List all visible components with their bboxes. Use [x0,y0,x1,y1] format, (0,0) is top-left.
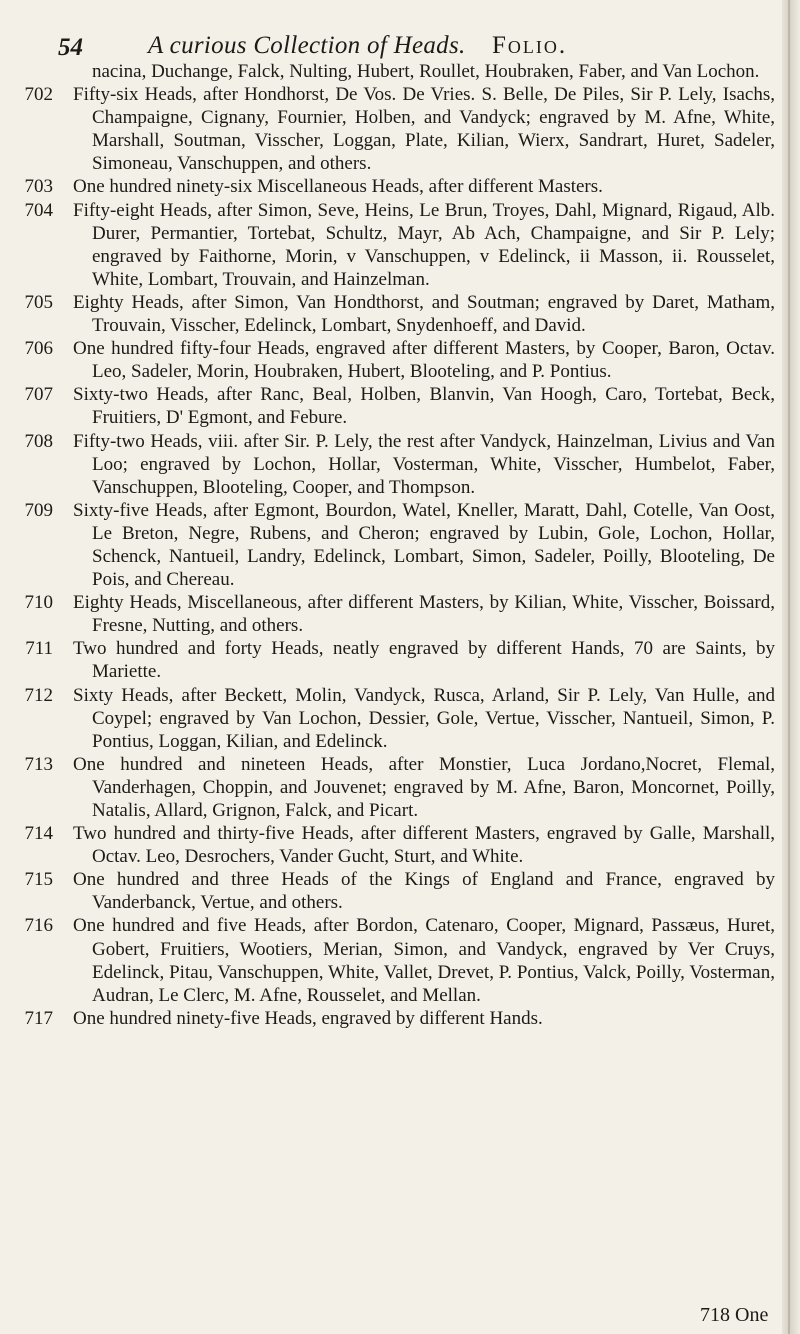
lot-number: 704 [24,199,53,221]
lot-number: 706 [24,338,53,360]
page-number: 54 [58,34,83,61]
lot-number: 716 [24,915,53,937]
catalogue-entry [24,914,775,1006]
catalogue-entry [24,684,775,753]
entry-text: Two hundred and thirty-five Heads, after different Masters, engraved by Galle, Marshall, Octav. Leo, Desrochers, Vander Gucht, Sturt, and White. [73,823,775,868]
lot-number: 717 [24,1007,53,1029]
catalogue-entry [24,430,775,499]
entry-text: One hundred and nineteen Heads, after Monstier, Luca Jordano,Nocret, Flemal, Vanderhagen, Choppin, and Jouvenet; engraved by M. Afne, Baron, Moncornet, Poilly, Natalis, Allard, Grignon, Falck, and Picart. [73,753,775,821]
entry-text: One hundred and three Heads of the Kings of England and France, engraved by Vanderbanck, Vertue, and others. [73,869,775,914]
entry-text: One hundred ninety-five Heads, engraved by different Hands. [73,1007,543,1029]
catalogue-entries [24,60,775,1030]
lot-number: 702 [24,84,53,106]
running-title: A curious Collection of Heads. [148,32,466,59]
catalogue-entry [24,499,775,591]
catalogue-entry [24,175,775,198]
catalogue-entry [24,199,775,291]
entry-text: One hundred ninety-six Miscellaneous Heads, after different Masters. [73,176,603,198]
lot-number: 708 [24,430,53,452]
lot-number: 703 [24,176,53,198]
entry-text: Sixty Heads, after Beckett, Molin, Vandyck, Rusca, Arland, Sir P. Lely, Van Hulle, and Coypel; engraved by Van Lochon, Dessier, Gole, Vertue, Visscher, Nantueil, Simon, P. Pontius, Loggan, Kilian, and Edelinck. [73,684,775,752]
catalogue-entry [24,591,775,637]
lot-number: 713 [24,753,53,775]
catalogue-entry [25,637,775,683]
entry-text: One hundred and five Heads, after Bordon, Catenaro, Cooper, Mignard, Passæus, Huret, Gobert, Fruitiers, Wootiers, Merian, Simon, and Vandyck, engraved by Ver Cruys, Edelinck, Pitau, Vanschuppen, White, Vallet, Drevet, P. Pontius, Valck, Poilly, Vosterman, Audran, Le Clerc, M. Afne, Rousselet, and Mellan. [73,915,775,1006]
catalogue-entry [24,753,775,822]
catchword: 718 One [700,1304,769,1326]
entry-text: Sixty-two Heads, after Ranc, Beal, Holben, Blanvin, Van Hoogh, Caro, Tortebat, Beck, Fruitiers, D' Egmont, and Febure. [73,384,775,429]
catalogue-entry [24,383,775,429]
catalogue-entry [24,1007,775,1030]
lot-number: 705 [24,291,53,313]
entry-text: Sixty-five Heads, after Egmont, Bourdon, Watel, Kneller, Maratt, Dahl, Cotelle, Van Oost, Le Breton, Negre, Rubens, and Cheron; engraved by Lubin, Gole, Lochon, Hollar, Schenck, Nantueil, Landry, Edelinck, Lombart, Simon, Sadeler, Poilly, Blooteling, De Pois, and Chereau. [73,499,775,591]
lot-number: 711 [25,638,53,660]
lot-number: 712 [24,684,53,706]
lot-number: 707 [24,384,53,406]
lot-number: 714 [24,823,53,845]
entry-text: Fifty-two Heads, viii. after Sir. P. Lely, the rest after Vandyck, Hainzelman, Livius and Van Loo; engraved by Lochon, Hollar, Vosterman, White, Visscher, Humbelot, Faber, Vanschuppen, Blooteling, Cooper, and Thompson. [73,430,775,498]
entry-text: Fifty-six Heads, after Hondhorst, De Vos. De Vries. S. Belle, De Piles, Sir P. Lely, Isachs, Champaigne, Cignany, Fournier, Holben, and Vandyck; engraved by M. Afne, White, Marshall, Soutman, Visscher, Loggan, Plate, Kilian, Wierx, Sandrart, Huret, Sadeler, Simoneau, Vanschuppen, and others. [73,84,775,175]
catalogue-entry [24,83,775,175]
entry-text: Two hundred and forty Heads, neatly engraved by different Hands, 70 are Saints, by Mariette. [73,638,775,683]
catalogue-entry [24,291,775,337]
catalogue-entry [30,60,775,83]
lot-number: 709 [24,499,53,521]
lot-number: 715 [24,869,53,891]
entry-text: Eighty Heads, after Simon, Van Hondthorst, and Soutman; engraved by Daret, Matham, Trouvain, Visscher, Edelinck, Lombart, Snydenhoeff, and David. [73,291,775,337]
entry-text: Eighty Heads, Miscellaneous, after different Masters, by Kilian, White, Visscher, Boissard, Fresne, Nutting, and others. [73,592,775,637]
catalogue-entry [24,337,775,383]
folio-label: Folio. [492,32,568,59]
entry-text: nacina, Duchange, Falck, Nulting, Hubert, Roullet, Houbraken, Faber, and Van Lochon. [92,61,760,82]
page-edge-line [788,0,790,1334]
lot-number: 710 [24,592,53,614]
entry-text: One hundred fifty-four Heads, engraved after different Masters, by Cooper, Baron, Octav. Leo, Sadeler, Morin, Houbraken, Hubert, Blooteling, and P. Pontius. [73,338,775,383]
catalogue-entry [24,822,775,868]
catalogue-entry [24,868,775,914]
page-edge [782,0,800,1334]
entry-text: Fifty-eight Heads, after Simon, Seve, Heins, Le Brun, Troyes, Dahl, Mignard, Rigaud, Alb. Durer, Permantier, Tortebat, Schultz, Mayr, Ab Ach, Champaigne, and Sir P. Lely; engraved by Faithorne, Morin, v Vanschuppen, v Edelinck, ii Masson, ii. Rousselet, White, Lombart, Trouvain, and Hainzelman. [73,199,775,290]
